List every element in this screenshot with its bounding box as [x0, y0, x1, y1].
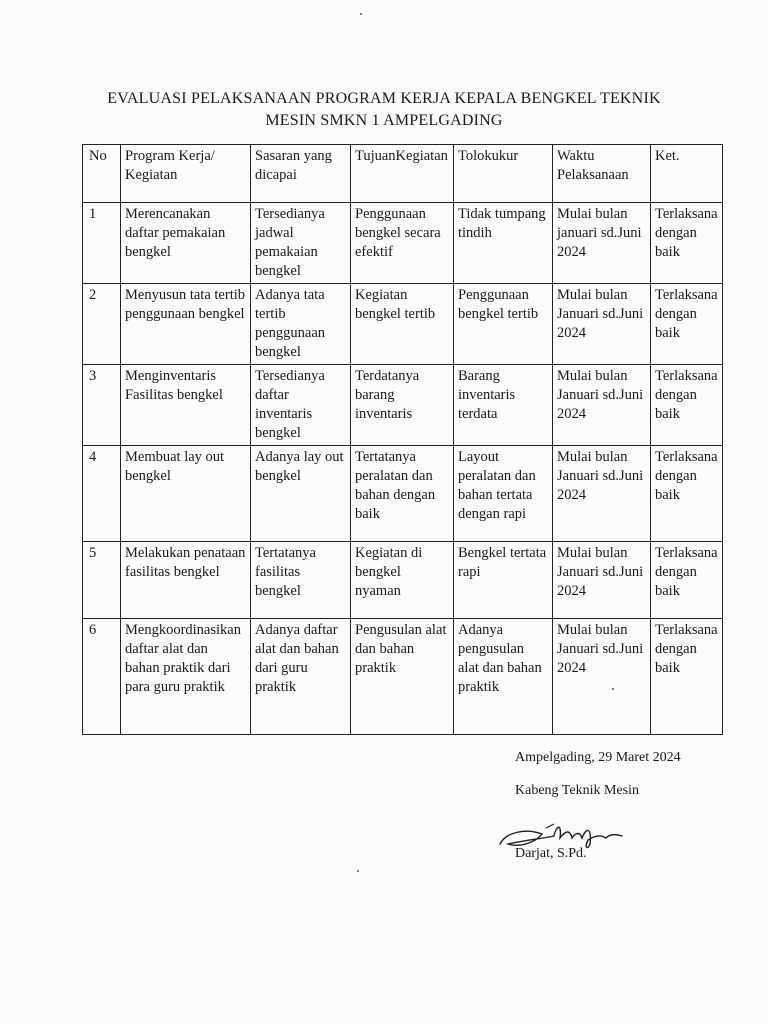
- cell-tolokukur: Tidak tumpang tindih: [454, 203, 553, 284]
- table-row: [83, 203, 723, 284]
- cell-program: Mengkoordinasikan daftar alat dan bahan praktik dari para guru praktik: [121, 619, 251, 735]
- table-row: [83, 365, 723, 446]
- cell-tolokukur: Bengkel tertata rapi: [454, 542, 553, 619]
- cell-waktu: Mulai bulan Januari sd.Juni 2024: [553, 542, 651, 619]
- cell-sasaran: Adanya lay out bengkel: [251, 446, 351, 542]
- header-ket: Ket.: [651, 145, 723, 203]
- cell-sasaran: Tertatanya fasilitas bengkel: [251, 542, 351, 619]
- cell-no: 4: [83, 446, 121, 542]
- cell-tujuan: Tertatanya peralatan dan bahan dengan baik: [351, 446, 454, 542]
- cell-ket: Terlaksana dengan baik: [651, 284, 723, 365]
- cell-sasaran: Adanya tata tertib penggunaan bengkel: [251, 284, 351, 365]
- cell-no: 1: [83, 203, 121, 284]
- cell-ket: Terlaksana dengan baik: [651, 446, 723, 542]
- cell-tujuan: Terdatanya barang inventaris: [351, 365, 454, 446]
- cell-no: 5: [83, 542, 121, 619]
- title-line-2: MESIN SMKN 1 AMPELGADING: [265, 112, 503, 129]
- table-row: [83, 619, 723, 735]
- cell-sasaran: Tersedianya jadwal pemakaian bengkel: [251, 203, 351, 284]
- table-row: [83, 284, 723, 365]
- cell-ket: Terlaksana dengan baik: [651, 619, 723, 735]
- cell-no: 3: [83, 365, 121, 446]
- header-no: No: [83, 145, 121, 203]
- title-line-1: EVALUASI PELAKSANAAN PROGRAM KERJA KEPALA BENGKEL TEKNIK: [107, 90, 661, 107]
- cell-no: 6: [83, 619, 121, 735]
- speck-mark: [360, 13, 362, 15]
- header-sasaran: Sasaran yang dicapai: [251, 145, 351, 203]
- signer-position: Kabeng Teknik Mesin: [515, 783, 639, 798]
- place-date: Ampelgading, 29 Maret 2024: [515, 750, 681, 765]
- header-waktu: Waktu Pelaksanaan: [553, 145, 651, 203]
- cell-sasaran: Adanya daftar alat dan bahan dari guru praktik: [251, 619, 351, 735]
- cell-program: Menyusun tata tertib penggunaan bengkel: [121, 284, 251, 365]
- cell-waktu: Mulai bulan Januari sd.Juni 2024: [553, 365, 651, 446]
- cell-ket: Terlaksana dengan baik: [651, 542, 723, 619]
- cell-tujuan: Kegiatan bengkel tertib: [351, 284, 454, 365]
- header-tolokukur: Tolokukur: [454, 145, 553, 203]
- cell-tujuan: Penggunaan bengkel secara efektif: [351, 203, 454, 284]
- speck-mark: [612, 688, 614, 690]
- cell-waktu: Mulai bulan januari sd.Juni 2024: [553, 203, 651, 284]
- table-header-row: [83, 145, 723, 203]
- cell-waktu: Mulai bulan Januari sd.Juni 2024: [553, 619, 651, 735]
- cell-ket: Terlaksana dengan baik: [651, 365, 723, 446]
- cell-waktu: Mulai bulan Januari sd.Juni 2024: [553, 284, 651, 365]
- table-row: [83, 542, 723, 619]
- cell-program: Menginventaris Fasilitas bengkel: [121, 365, 251, 446]
- cell-waktu: Mulai bulan Januari sd.Juni 2024: [553, 446, 651, 542]
- table-row: [83, 446, 723, 542]
- cell-tolokukur: Adanya pengusulan alat dan bahan praktik: [454, 619, 553, 735]
- cell-tolokukur: Penggunaan bengkel tertib: [454, 284, 553, 365]
- cell-program: Membuat lay out bengkel: [121, 446, 251, 542]
- signer-name: Darjat, S.Pd.: [515, 846, 587, 861]
- program-table: [82, 144, 723, 735]
- header-tujuan: TujuanKegiatan: [351, 145, 454, 203]
- cell-tolokukur: Barang inventaris terdata: [454, 365, 553, 446]
- document-title: [0, 88, 768, 132]
- cell-program: Merencanakan daftar pemakaian bengkel: [121, 203, 251, 284]
- cell-sasaran: Tersedianya daftar inventaris bengkel: [251, 365, 351, 446]
- cell-ket: Terlaksana dengan baik: [651, 203, 723, 284]
- speck-mark: [357, 870, 359, 872]
- cell-program: Melakukan penataan fasilitas bengkel: [121, 542, 251, 619]
- cell-tolokukur: Layout peralatan dan bahan tertata dengan rapi: [454, 446, 553, 542]
- cell-no: 2: [83, 284, 121, 365]
- cell-tujuan: Pengusulan alat dan bahan praktik: [351, 619, 454, 735]
- cell-tujuan: Kegiatan di bengkel nyaman: [351, 542, 454, 619]
- header-program: Program Kerja/ Kegiatan: [121, 145, 251, 203]
